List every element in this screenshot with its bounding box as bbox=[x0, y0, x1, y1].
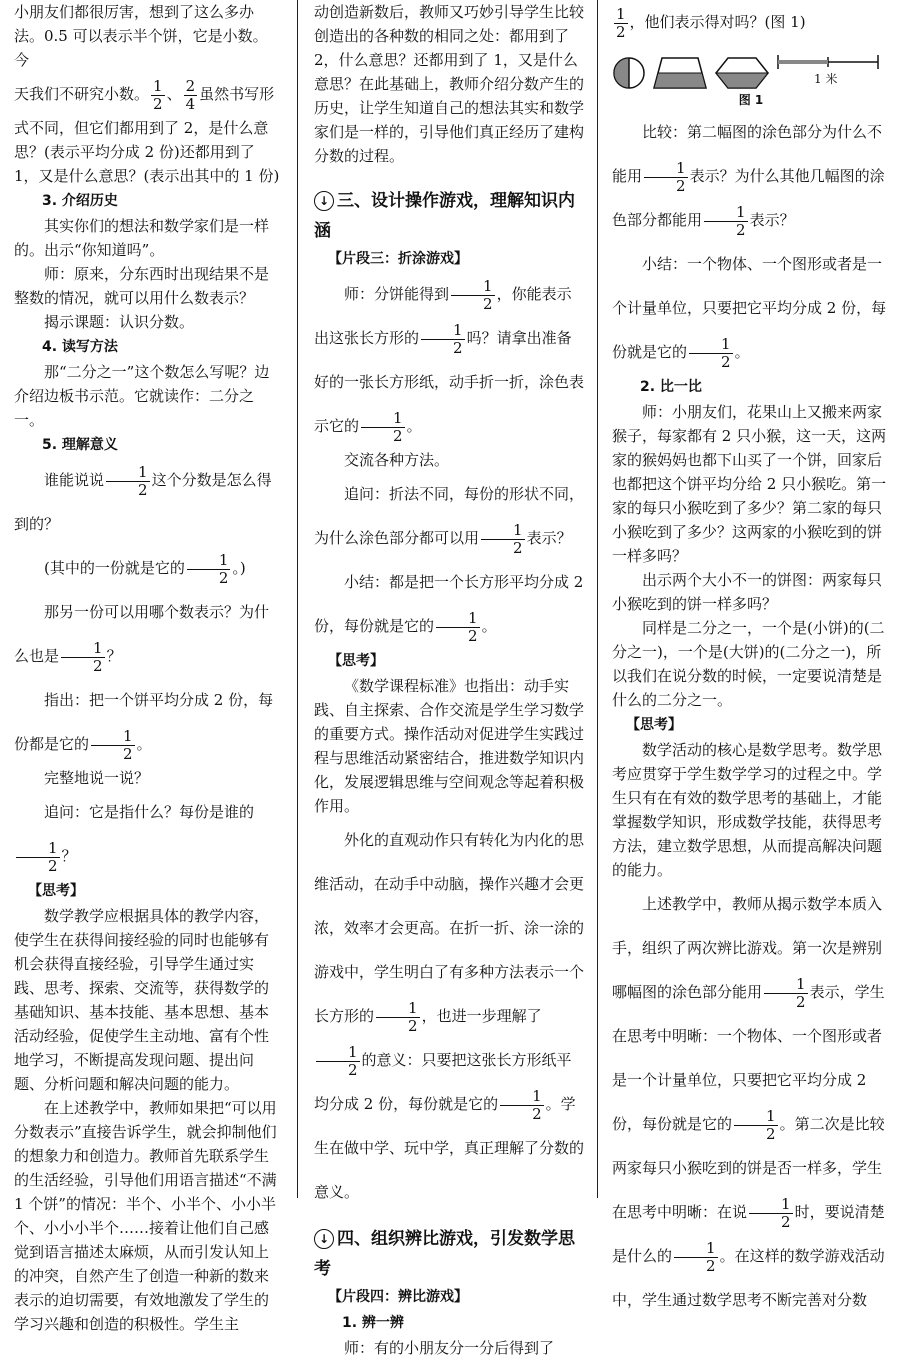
paragraph: 小朋友们都很厉害，想到了这么多办法。0.5 可以表示半个饼，它是小数。今 bbox=[14, 3, 268, 69]
column-rule-right bbox=[597, 0, 598, 1198]
fraction-one-half: $\frac{1}{2}$ bbox=[674, 1240, 718, 1275]
arrow-down-circle-icon: ↓ bbox=[314, 1229, 334, 1249]
paragraph: 动创造新数后，教师又巧妙引导学生比较创造出的各种数的相同之处：都用到了 2，什么意思？还都用到了 1，又是什么意思？在此基础上，教师介绍分数产生的历史，让学生知道自己的想法其实和数学家们是一样的，引导他们真正经历了建构分数的过程。 bbox=[314, 3, 585, 165]
trapezoid-figure bbox=[652, 56, 708, 90]
paragraph: 谁能说说 $\frac{1}{2}$ 这个分数是怎么得到的？ bbox=[14, 462, 272, 533]
fraction-one-half: $\frac{1}{2}$ bbox=[749, 1196, 793, 1231]
fraction-one-half: $\frac{1}{2}$ bbox=[704, 204, 748, 239]
fraction-one-half: $\frac{1}{2}$ bbox=[644, 160, 688, 195]
paragraph: 追问：折法不同，每份的形状不同，为什么涂色部分都可以用 $\frac{1}{2}$ 表示？ bbox=[314, 485, 585, 557]
column-3 bbox=[612, 0, 890, 1322]
paragraph: 数学教学应根据具体的教学内容，使学生在获得间接经验的同时也能够有机会获得直接经验，引导学生通过实践、思考、探索、交流等，获得数学的基础知识、基本技能、基本思想、基本活动经验，促使学生主动地、富有个性地学习，不断提高发现问题、提出问题、分析问题和解决问题的能力。 bbox=[14, 907, 270, 1093]
think-label: 【思考】 bbox=[28, 883, 84, 899]
figure-1 bbox=[612, 46, 890, 90]
section-heading: 1. 辨一辨 bbox=[342, 1315, 404, 1331]
column-2 bbox=[314, 0, 584, 1360]
clip-label: 【片段三：折涂游戏】 bbox=[328, 251, 468, 267]
fraction-one-half: $\frac{1}{2}$ bbox=[361, 410, 405, 445]
paragraph: 出示两个大小不一的饼图：两家每只小猴吃到的饼一样多吗？ bbox=[612, 571, 883, 613]
paragraph: $\frac{1}{2}$ ，他们表示得对吗？(图 1) bbox=[616, 4, 806, 41]
paragraph: 师：分饼能得到 $\frac{1}{2}$ ，你能表示出这张长方形的 $\frac{1}{2}$ 吗？请拿出准备好的一张长方形纸，动手折一折，涂色表示它的 $\frac{1}{2}$ 。 bbox=[314, 276, 585, 445]
paragraph: 指出：把一个饼平均分成 2 份，每份都是它的 $\frac{1}{2}$ 。 bbox=[14, 691, 274, 763]
section-heading: ↓ 四、组织辨比游戏，引发数学思考 bbox=[314, 1229, 575, 1279]
meter-label: 1 米 bbox=[814, 72, 838, 86]
fraction-one-half: $\frac{1}{2}$ bbox=[500, 1088, 544, 1123]
section-heading: 5. 理解意义 bbox=[42, 437, 118, 453]
fraction-one-half: $\frac{1}{2}$ bbox=[187, 552, 231, 587]
paragraph: 追问：它是指什么？每份是谁的 $\frac{1}{2}$ ？ bbox=[14, 790, 282, 878]
hexagon-figure bbox=[714, 56, 770, 90]
paragraph: 外化的直观动作只有转化为内化的思维活动，在动手中动脑，操作兴趣才会更浓，效率才会更高。在折一折、涂一涂的游戏中，学生明白了有多种方法表示一个长方形的 $\frac{1}{2}$ ，也进一步理解了 $\frac{1}{2}$ 的意义：只要把这张长方形纸平均分成 2 份，每份就是它的 $\frac{1}{2}$ 。学生在做中学、玩中学，真正理解了分数的意义。 bbox=[314, 831, 585, 1201]
fraction-one-half: $\frac{1}{2}$ bbox=[451, 278, 495, 313]
fraction-one-half: $\frac{1}{2}$ bbox=[436, 610, 480, 645]
section-heading: ↓ 三、设计操作游戏，理解知识内涵 bbox=[314, 191, 575, 241]
fraction-one-half: $\frac{1}{2}$ bbox=[106, 464, 150, 499]
think-label: 【思考】 bbox=[626, 717, 682, 733]
paragraph: 那“二分之一”这个数怎么写呢？边介绍边板书示范。它就读作：二分之一。 bbox=[14, 363, 270, 429]
paragraph: 同样是二分之一，一个是(小饼)的(二分之一)，一个是(大饼)的(二分之一)，所以我们在说分数的时候，一定要说清楚是什么的二分之一。 bbox=[612, 619, 885, 709]
paragraph: 式不同，但它们都用到了 2，是什么意思？(表示平均分成 2 份)还都用到了 1，又是什么意思？(表示出其中的 1 份) bbox=[14, 119, 280, 185]
fraction-one-half: $\frac{1}{2}$ bbox=[316, 1044, 360, 1079]
paragraph: 在上述教学中，教师如果把“可以用分数表示”直接告诉学生，就会抑制他们的想象力和创造力。教师首先联系学生的生活经验，引导他们用语言描述“不满 1 个饼”的情况：半个、小半个、小小半个、小小小半个……接着让他们自己感觉到语言描述太麻烦，从而引发认知上的冲突，自然产生了创造一种新的数来表示的迫切需要，有效地激发了学生的学习兴趣和创造的积极性。学生主 bbox=[14, 1099, 277, 1333]
column-1 bbox=[14, 0, 282, 1336]
paragraph: 上述教学中，教师从揭示数学本质入手，组织了两次辨比游戏。第一次是辨别哪幅图的涂色部分能用 $\frac{1}{2}$ 表示，学生在思考中明晰：一个物体、一个图形或者是一个计量单位，只要把它平均分成 2 份，每份就是它的 $\frac{1}{2}$ 。第二次是比较两家每只小猴吃到的饼是否一样多，学生在思考中明晰：在说 $\frac{1}{2}$ 时，要说清楚是什么的 $\frac{1}{2}$ 。在这样的数学游戏活动中，学生通过数学思考不断完善对分数 bbox=[612, 895, 885, 1309]
paragraph: (其中的一份就是它的 $\frac{1}{2}$ 。) bbox=[44, 550, 246, 587]
paragraph: 师：小朋友们，花果山上又搬来两家猴子，每家都有 2 只小猴，这一天，这两家的猴妈妈也都下山买了一个饼，回家后也都把这个饼平均分给 2 只小猴吃。第一家的每只小猴吃到了多少？第二家的每只小猴吃到了多少？这两家的小猴吃到的饼一样多吗？ bbox=[612, 403, 887, 565]
paragraph: 完整地说一说？ bbox=[44, 769, 150, 787]
paragraph: 揭示课题：认识分数。 bbox=[44, 313, 195, 331]
paragraph: 比较：第二幅图的涂色部分为什么不能用 $\frac{1}{2}$ 表示？为什么其他几幅图的涂色部分都能用 $\frac{1}{2}$ 表示？ bbox=[612, 123, 885, 239]
fraction-two-fourths: $\frac{2}{4}$ bbox=[185, 76, 196, 113]
fraction-one-half: $\frac{1}{2}$ bbox=[16, 840, 60, 875]
paragraph: 数学活动的核心是数学思考。数学思考应贯穿于学生数学学习的过程之中。学生只有在有效的数学思考的基础上，才能掌握数学知识，形成数学技能，获得思考方法，建立数学思想，从而提高解决问题的能力。 bbox=[612, 741, 883, 879]
think-label: 【思考】 bbox=[328, 653, 384, 669]
fraction-one-half: $\frac{1}{2}$ bbox=[153, 76, 163, 113]
paragraph: 那另一份可以用哪个数表示？为什么也是 $\frac{1}{2}$ ？ bbox=[14, 603, 270, 675]
column-rule-left bbox=[297, 0, 298, 1198]
paragraph: 天我们不研究小数。 $\frac{1}{2}$ 、 $\frac{2}{4}$ 虽然书写形 bbox=[14, 76, 275, 113]
fraction-one-half: $\frac{1}{2}$ bbox=[61, 640, 105, 675]
fraction-one-half: $\frac{1}{2}$ bbox=[616, 4, 626, 41]
fraction-one-half: $\frac{1}{2}$ bbox=[376, 1000, 420, 1035]
section-heading: 4. 读写方法 bbox=[42, 339, 118, 355]
fraction-one-half: $\frac{1}{2}$ bbox=[764, 976, 808, 1011]
meter-line-figure bbox=[776, 48, 880, 90]
paragraph: 小结：都是把一个长方形平均分成 2 份，每份就是它的 $\frac{1}{2}$ 。 bbox=[314, 573, 584, 645]
figure-caption: 图 1 bbox=[738, 93, 764, 107]
arrow-down-circle-icon: ↓ bbox=[314, 191, 334, 211]
paragraph: 师：原来，分东西时出现结果不是整数的情况，就可以用什么数表示？ bbox=[14, 265, 270, 307]
half-shaded-circle-figure bbox=[612, 56, 646, 90]
section-heading: 2. 比一比 bbox=[640, 379, 702, 395]
clip-label: 【片段四：辨比游戏】 bbox=[328, 1289, 468, 1305]
paragraph: 交流各种方法。 bbox=[344, 451, 450, 469]
paragraph: 其实你们的想法和数学家们是一样的。出示“你知道吗”。 bbox=[14, 217, 270, 259]
fraction-one-half: $\frac{1}{2}$ bbox=[689, 336, 733, 371]
section-heading: 3. 介绍历史 bbox=[42, 193, 118, 209]
fraction-one-half: $\frac{1}{2}$ bbox=[421, 322, 465, 357]
paragraph: 小结：一个物体、一个图形或者是一个计量单位，只要把它平均分成 2 份，每份就是它的 $\frac{1}{2}$ 。 bbox=[612, 255, 887, 371]
paragraph: 师：有的小朋友分一分后得到了 bbox=[344, 1339, 555, 1357]
paragraph: 《数学课程标准》也指出：动手实践、自主探索、合作交流是学生学习数学的重要方式。操作活动对促进学生实践过程与思维活动紧密结合，推进数学知识内化，发展逻辑思维与空间观念等起着积极作用。 bbox=[314, 677, 585, 815]
fraction-one-half: $\frac{1}{2}$ bbox=[734, 1108, 778, 1143]
fraction-one-half: $\frac{1}{2}$ bbox=[481, 522, 525, 557]
fraction-one-half: $\frac{1}{2}$ bbox=[91, 728, 135, 763]
